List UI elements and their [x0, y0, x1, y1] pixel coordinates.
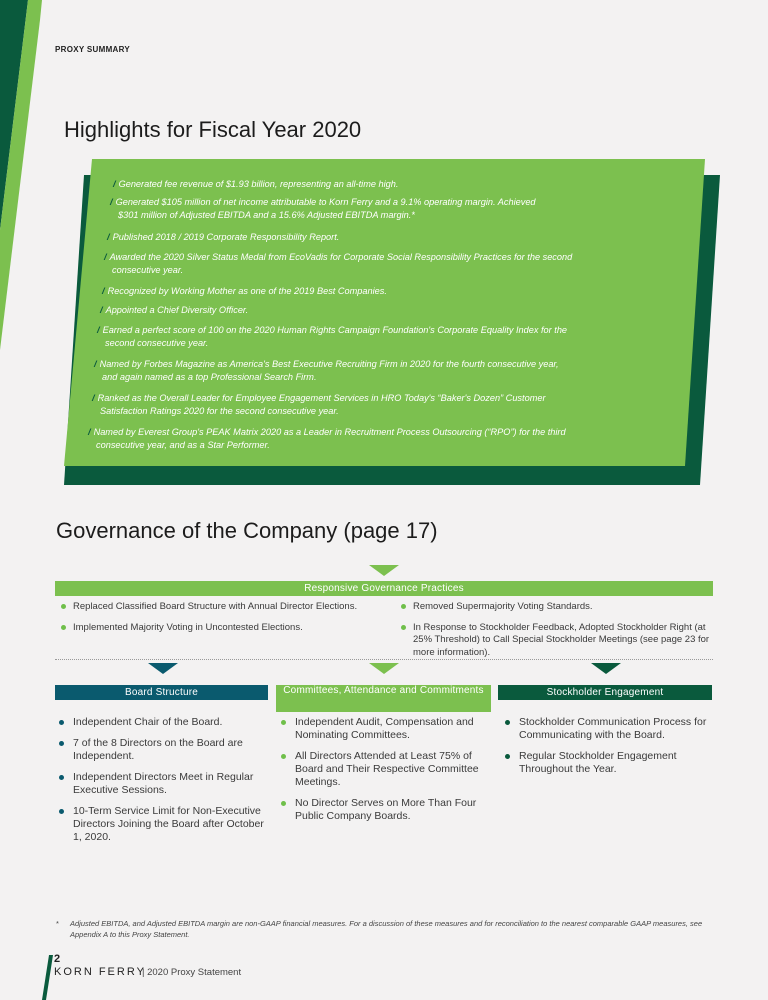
responsive-right-list — [399, 601, 714, 667]
section-label: PROXY SUMMARY — [55, 45, 131, 54]
governance-title: Governance of the Company (page 17) — [56, 518, 438, 543]
committees-list — [279, 716, 491, 831]
bullet-icon — [281, 720, 286, 725]
page-number: 2 — [54, 953, 61, 965]
bullet-icon — [281, 754, 286, 759]
highlight-item: / Recognized by Working Mother as one of the 2019 Best Companies. — [102, 286, 387, 296]
highlight-item: / Awarded the 2020 Silver Status Medal from EcoVadis for Corporate Social Responsibility Practices for the second consecutive year. — [104, 252, 573, 275]
bullet-icon — [59, 775, 64, 780]
highlight-item: / Named by Everest Group's PEAK Matrix 2020 as a Leader in Recruitment Process Outsourcing (“RPO”) for the third consecutive year, and as a Star Performer. — [88, 427, 566, 450]
list-item: In Response to Stockholder Feedback, Adopted Stockholder Right (at 25% Threshold) to Call Special Stockholder Meetings (see page 23 for more information). — [399, 622, 714, 660]
list-item: Stockholder Communication Process for Communicating with the Board. — [503, 716, 713, 742]
slash-icon: / — [97, 325, 100, 335]
left-edge-stripes — [0, 0, 60, 1000]
list-item: Replaced Classified Board Structure with Annual Director Elections. — [59, 601, 379, 614]
slash-icon: / — [94, 359, 97, 369]
bullet-icon — [401, 604, 406, 609]
list-item: Implemented Majority Voting in Uncontested Elections. — [59, 622, 379, 635]
arrow-down-icon — [369, 663, 399, 675]
list-item: Independent Chair of the Board. — [57, 716, 267, 729]
bullet-icon — [505, 720, 510, 725]
slash-icon: / — [88, 427, 91, 437]
bullet-icon — [505, 754, 510, 759]
footnote-text: Adjusted EBITDA, and Adjusted EBITDA margin are non-GAAP financial measures. For a discussion of these measures and for reconciliation to the nearest comparable GAAP measures, see Appendix A to this Proxy Statement. — [70, 919, 703, 939]
bullet-icon — [61, 625, 66, 630]
bullet-icon — [59, 809, 64, 814]
arrow-down-icon — [148, 663, 178, 675]
bullet-icon — [59, 741, 64, 746]
list-item: No Director Serves on More Than Four Public Company Boards. — [279, 797, 491, 823]
arrow-down-icon — [369, 565, 399, 577]
list-item: 10-Term Service Limit for Non-Executive Directors Joining the Board after October 1, 2020. — [57, 805, 267, 844]
stockholder-engagement-list — [503, 716, 713, 784]
board-structure-header: Board Structure — [55, 685, 268, 700]
highlight-item: / Published 2018 / 2019 Corporate Responsibility Report. — [107, 232, 340, 242]
committees-header: Committees, Attendance and Commitments — [276, 685, 491, 712]
arrow-down-icon — [591, 663, 621, 675]
responsive-governance-bar: Responsive Governance Practices — [55, 581, 713, 596]
list-item: Independent Directors Meet in Regular Executive Sessions. — [57, 771, 267, 797]
highlight-item: / Generated $105 million of net income attributable to Korn Ferry and a 9.1% operating margin. Achieved $301 million of Adjusted EBITDA and a 15.6% Adjusted EBITDA margin.* — [110, 197, 536, 220]
bullet-icon — [59, 720, 64, 725]
highlight-item: / Named by Forbes Magazine as America's Best Executive Recruiting Firm in 2020 for the fourth consecutive year, and again named as a top Professional Search Firm. — [94, 359, 559, 382]
divider — [55, 659, 713, 660]
highlights-title: Highlights for Fiscal Year 2020 — [64, 117, 362, 142]
slash-icon: / — [92, 393, 95, 403]
list-item: Regular Stockholder Engagement Throughout the Year. — [503, 750, 713, 776]
bullet-icon — [281, 801, 286, 806]
footnote-marker: * — [56, 919, 59, 928]
emphasis: Forbes Magazine — [144, 359, 215, 369]
slash-icon: / — [100, 305, 103, 315]
document-title: | 2020 Proxy Statement — [142, 967, 242, 978]
bullet-icon — [61, 604, 66, 609]
highlight-item: / Generated fee revenue of $1.93 billion, representing an all-time high. — [113, 179, 399, 189]
list-item: Independent Audit, Compensation and Nominating Committees. — [279, 716, 491, 742]
stockholder-engagement-header: Stockholder Engagement — [498, 685, 712, 700]
slash-icon: / — [107, 232, 110, 242]
slash-icon: / — [110, 197, 113, 207]
highlight-item: / Earned a perfect score of 100 on the 2020 Human Rights Campaign Foundation's Corporate Equality Index for the second consecutive year. — [97, 325, 568, 348]
slash-icon: / — [104, 252, 107, 262]
highlight-item: / Ranked as the Overall Leader for Employee Engagement Services in HRO Today's “Baker's Dozen” Customer Satisfaction Ratings 2020 for the second consecutive year. — [92, 393, 546, 416]
highlight-item: / Appointed a Chief Diversity Officer. — [100, 305, 249, 315]
emphasis: Working Mother — [170, 286, 236, 296]
footnote — [56, 918, 716, 940]
list-item: All Directors Attended at Least 75% of Board and Their Respective Committee Meetings. — [279, 750, 491, 789]
slash-icon: / — [102, 286, 105, 296]
responsive-left-list — [59, 601, 379, 642]
list-item: 7 of the 8 Directors on the Board are Independent. — [57, 737, 267, 763]
slash-icon: / — [113, 179, 116, 189]
bullet-icon — [401, 625, 406, 630]
board-structure-list — [57, 716, 267, 852]
brand-logo: KORN FERRY — [54, 966, 146, 978]
list-item: Removed Supermajority Voting Standards. — [399, 601, 714, 614]
